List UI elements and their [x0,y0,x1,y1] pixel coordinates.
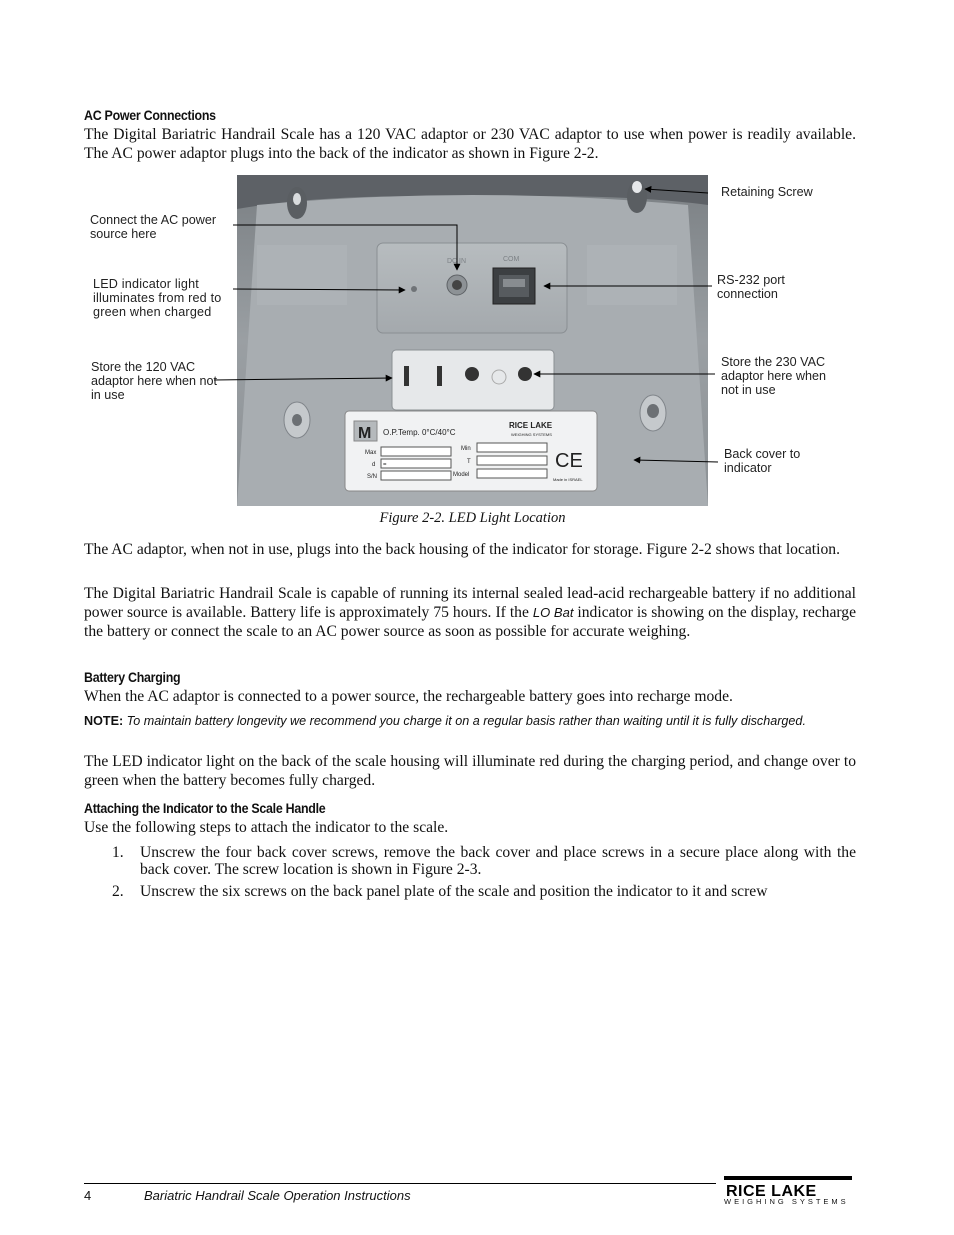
lo-bat-indicator: LO Bat [532,605,574,620]
battery-life-text-2: indicator is showing on the display, recharge the battery or connect the scale to an AC power source as soon as possible for accurate weighing. [84,604,857,640]
plate-sn: S/N [367,474,378,480]
plate-brand: RICE LAKE [509,421,553,430]
plate-ce: CE [555,450,583,472]
plate-made-in: Made in ISRAEL [553,477,583,482]
callout-rs232: RS-232 port connection [717,273,785,301]
plate-max: Max [365,450,377,456]
plate-t: T [467,459,471,465]
footer-rule [84,1183,716,1184]
rice-lake-logo [724,1176,852,1198]
step-number: 2. [112,883,124,900]
step-text: Unscrew the four back cover screws, remove the back cover and place screws in a secure place along with the back cover. The screw location is shown in Figure 2-3. [140,844,856,878]
note-label: NOTE: [84,714,124,728]
callout-store-230: Store the 230 VAC adaptor here when not in use [721,355,827,397]
battery-life-text-1: The Digital Bariatric Handrail Scale is capable of running its internal sealed lead-acid rechargeable battery if no additional power source is available. Battery life is approximately 75 hours. If the [84,585,856,621]
plate-m: M [358,425,372,442]
ac-storage-paragraph: The AC adaptor, when not in use, plugs into the back housing of the indicator for storage. Figure 2-2 shows that location. [84,541,840,558]
page-number: 4 [84,1188,92,1203]
plate-d: d [372,462,376,468]
plate-op-temp: O.P.Temp. 0°C/40°C [383,428,456,437]
attaching-intro: Use the following steps to attach the indicator to the scale. [84,819,449,836]
plate-model: Model [453,472,470,478]
section-heading-battery-charging: Battery Charging [84,670,181,685]
svg-text:COM: COM [503,256,520,263]
plate-brand-sub: WEIGHING SYSTEMS [511,432,552,437]
callout-retaining-screw: Retaining Screw [721,185,813,199]
callout-back-cover: Back cover to indicator [724,447,801,475]
ac-power-paragraph: The Digital Bariatric Handrail Scale has a 120 VAC adaptor or 230 VAC adaptor to use when power is readily available. The AC power adaptor plugs into the back of the indicator as shown in Figure 2-2. [84,126,856,162]
led-charging-paragraph: The LED indicator light on the back of the scale housing will illuminate red during the charging period, and change over to green when the battery becomes fully charged. [84,753,856,789]
figure-caption: Figure 2-2. LED Light Location [379,510,566,526]
svg-text:DC IN: DC IN [447,258,467,265]
note [84,713,856,729]
list-item [112,883,856,900]
plate-d-eq: = [383,462,387,468]
plate-min: Min [461,446,471,452]
section-heading-attaching: Attaching the Indicator to the Scale Handle [84,801,326,816]
note-text: To maintain battery longevity we recommend you charge it on a regular basis rather than waiting until it is fully discharged. [123,714,806,728]
footer-title: Bariatric Handrail Scale Operation Instructions [144,1188,411,1203]
callout-store-120: Store the 120 VAC adaptor here when not in use [91,360,218,402]
battery-life-paragraph [84,584,856,641]
list-item [112,844,856,878]
step-text: Unscrew the six screws on the back panel plate of the scale and position the indicator to it and screw [140,883,768,900]
step-number: 1. [112,844,124,861]
battery-charging-paragraph: When the AC adaptor is connected to a power source, the rechargeable battery goes into recharge mode. [84,688,733,705]
callout-led: LED indicator light illuminates from red to green when charged [93,277,222,319]
logo-text: RICE LAKE [726,1183,817,1198]
logo-subtitle: WEIGHING SYSTEMS [724,1197,849,1206]
section-heading-ac-power: AC Power Connections [84,108,216,123]
callout-ac-source: Connect the AC power source here [90,213,217,241]
